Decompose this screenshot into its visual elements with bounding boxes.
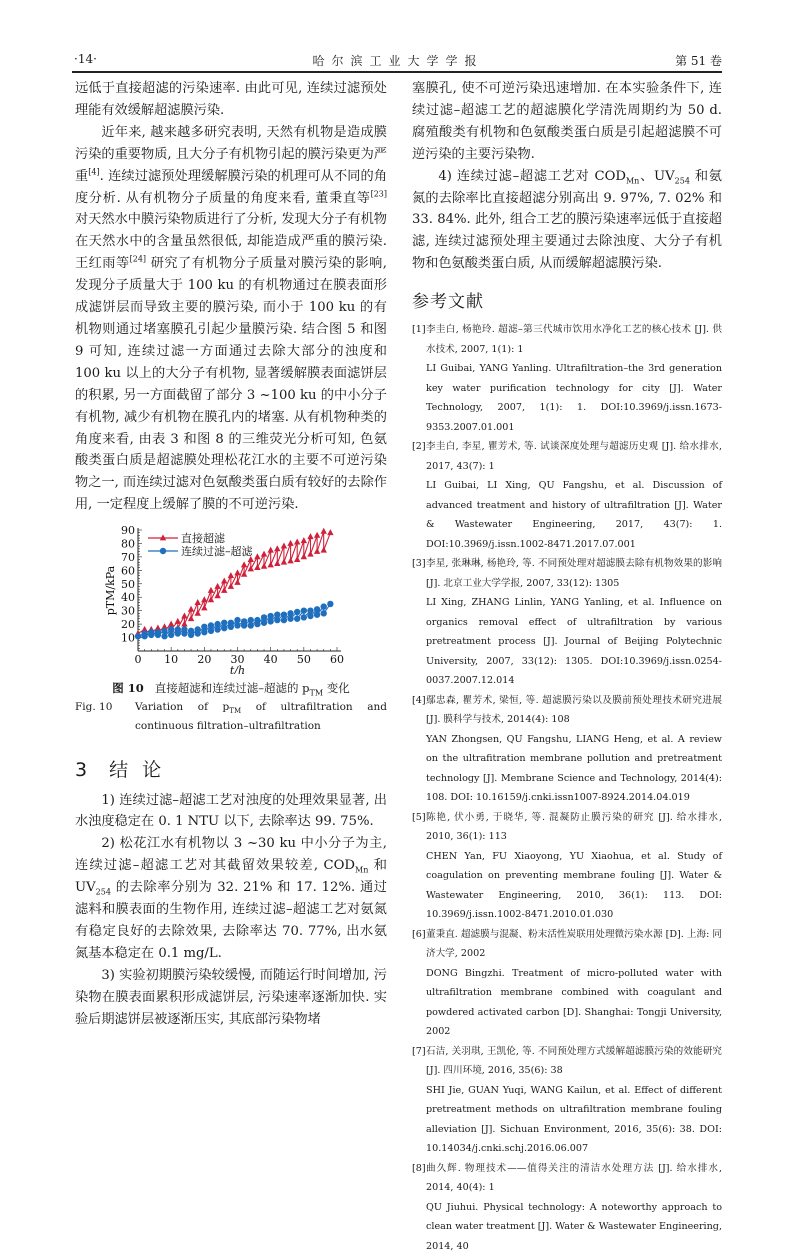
y-tick-label: 70 bbox=[121, 551, 135, 565]
reference-cn: 李圭白, 李星, 瞿芳术, 等. 试谈深度处理与超滤历史观 [J]. 给水排水, 2017, 43(7): 1 bbox=[426, 441, 722, 472]
reference-number: [6] bbox=[412, 928, 426, 940]
data-point bbox=[327, 529, 333, 535]
data-point bbox=[281, 543, 287, 549]
data-point bbox=[208, 628, 214, 634]
caption-subscript: TM bbox=[309, 688, 324, 698]
reference-en: LI Guibai, LI Xing, QU Fangshu, et al. Discussion of advanced treatment and history of ultrafiltration [J]. Water & Wastewater Engineering, 2017, 43(7): 1. DOI:10.3969/j.issn.1002-8471.2017.07.001 bbox=[426, 480, 722, 550]
data-point bbox=[287, 557, 293, 563]
data-point bbox=[254, 553, 260, 559]
reference-number: [5] bbox=[412, 811, 426, 823]
x-tick-label: 10 bbox=[164, 653, 179, 667]
conclusion-4 bbox=[412, 166, 722, 276]
reference-item bbox=[412, 691, 722, 808]
reference-item bbox=[412, 437, 722, 554]
text-span: 对天然水中膜污染物质进行了分析, 发现大分子有机物在天然水中的含量虽然很低, 却能造成严重的膜污染. 王红雨等 bbox=[75, 212, 387, 272]
citation-link[interactable]: [24] bbox=[129, 254, 147, 264]
citation-link[interactable]: [23] bbox=[370, 189, 387, 199]
data-point bbox=[267, 618, 273, 624]
reference-item bbox=[412, 554, 722, 691]
y-tick-label: 30 bbox=[121, 604, 135, 618]
subscript: 254 bbox=[674, 176, 690, 186]
data-point bbox=[234, 570, 240, 576]
data-point bbox=[195, 599, 201, 605]
paragraph bbox=[75, 122, 387, 516]
text-span: 和 UV bbox=[75, 858, 387, 896]
data-point bbox=[148, 632, 154, 638]
data-point bbox=[228, 583, 234, 589]
caption-text: 直接超滤和连续过滤–超滤的 p bbox=[154, 681, 310, 696]
data-point bbox=[214, 592, 220, 598]
data-point bbox=[254, 621, 260, 627]
data-point bbox=[228, 572, 234, 578]
data-point bbox=[261, 620, 267, 626]
x-tick-label: 30 bbox=[230, 653, 245, 667]
reference-item bbox=[412, 925, 722, 1042]
data-point bbox=[287, 540, 293, 546]
data-point bbox=[175, 630, 181, 636]
data-point bbox=[248, 622, 254, 628]
figure-caption-cn bbox=[75, 680, 387, 697]
reference-item bbox=[412, 1042, 722, 1159]
y-tick-label: 40 bbox=[121, 591, 135, 605]
data-point bbox=[155, 632, 161, 638]
data-point bbox=[321, 547, 327, 553]
subscript: Mn bbox=[355, 865, 369, 875]
running-header bbox=[74, 52, 722, 70]
text-span: 研究了有机物分子质量对膜污染的影响, 发现分子质量大于 100 ku 的有机物通过在膜表面形成滤饼层而导致主要的膜污染, 而小于 100 ku 的有机物则通过堵塞膜孔引起少量膜污染. 结合图 5 和图 9 可知, 连续过滤一方面通过去除大部分的浊度和 100 ku 以上的大分子有机物, 显著缓解膜表面滤饼层的积累, 另一方面截留了部分 3 ~100 ku 的中小分子有机物, 减少有机物在膜孔内的堵塞. 从有机物种类的角度来看, 由表 3 和图 8 的三维荧光分析可知, 色氨酸类蛋白质是超滤膜处理松花江水的主要不可逆污染物之一, 而连续过滤对色氨酸类蛋白质有较好的去除作用, 一定程度上缓解了膜的不可逆污染. bbox=[75, 256, 388, 513]
figure-caption-en bbox=[75, 700, 387, 732]
reference-en: CHEN Yan, FU Xiaoyong, YU Xiaohua, et al. Study of coagulation on preventing membrane fouling [J]. Water & Wastewater Engineering, 2010, 36(1): 113. DOI: 10.3969/j.issn.1002-8471.2010.01.030 bbox=[426, 850, 722, 921]
reference-list bbox=[412, 320, 722, 1256]
reference-number: [8] bbox=[412, 1162, 426, 1174]
y-tick-label: 80 bbox=[121, 537, 135, 551]
reference-en: QU Jiuhui. Physical technology: A noteworthy approach to clean water treatment [J]. Water & Wastewater Engineering, 2014, 40 bbox=[426, 1201, 722, 1252]
reference-number: [2] bbox=[412, 441, 426, 453]
reference-number: [1] bbox=[412, 324, 426, 336]
text-span: 4) 连续过滤–超滤工艺对 COD bbox=[438, 168, 626, 184]
section-number: 3 bbox=[75, 758, 92, 781]
y-axis-label: pTM/kPa bbox=[104, 565, 117, 616]
conclusion-1: 1) 连续过滤–超滤工艺对浊度的处理效果显著, 出水浊度稳定在 0. 1 NTU 以下, 去除率达 99. 75%. bbox=[75, 792, 387, 830]
reference-cn: 鄢忠森, 瞿芳术, 梁恒, 等. 超滤膜污染以及膜前预处理技术研究进展 [J]. 膜科学与技术, 2014(4): 108 bbox=[426, 694, 722, 726]
data-point bbox=[234, 579, 240, 585]
data-point bbox=[168, 632, 174, 638]
text-span: 近年来, 越来越多研究表明, 天然有机物是造成膜污染的重要物质, 且大分子有机物引起的膜污染更为严重 bbox=[75, 124, 387, 184]
x-tick-label: 0 bbox=[134, 653, 142, 667]
reference-en: YAN Zhongsen, QU Fangshu, LIANG Heng, et al. A review on the ultrafitration membrane pollution and pretreatment technology [J]. Membrane Science and Technology, 2014(4): 108. DOI: 10.16159/j.cnki.issn1007-8924.2014.04.019 bbox=[426, 733, 722, 804]
section-title: 结 论 bbox=[109, 758, 166, 781]
text-span: . 连续过滤预处理缓解膜污染的机理可从不同的角度分析. 从有机物分子质量的角度来看, 董秉直等 bbox=[75, 168, 388, 206]
data-point bbox=[321, 604, 327, 610]
data-point bbox=[301, 553, 307, 559]
data-point bbox=[214, 583, 220, 589]
reference-en: SHI Jie, GUAN Yuqi, WANG Kailun, et al. Effect of different pretreatment methods on ultrafiltration membrane fouling alleviation [J]. Sichuan Environment, 2016, 35(6): 38. DOI: 10.14034/j.cnki.schj.2016.06.007 bbox=[426, 1084, 722, 1155]
reference-en: LI Guibai, YANG Yanling. Ultrafiltration–the 3rd generation key water purification technology for city [J]. Water Technology, 2007, 1(1): 1. DOI:10.3969/j.issn.1673-9353.2007.01.001 bbox=[426, 363, 722, 433]
data-point bbox=[301, 608, 307, 614]
caption-subscript: TM bbox=[229, 707, 242, 716]
y-tick-label: 50 bbox=[121, 577, 135, 591]
data-point bbox=[327, 601, 333, 607]
data-point bbox=[208, 587, 214, 593]
text-span: 的去除率分别为 32. 21% 和 17. 12%. 通过滤料和膜表面的生物作用, 连续过滤–超滤工艺对氨氮有稳定良好的去除效果, 去除率达 70. 77%, 出水氨氮基本稳定在 0.1 mg/L. bbox=[75, 880, 387, 961]
reference-cn: 曲久辉. 物理技术——值得关注的清洁水处理方法 [J]. 给水排水, 2014, 40(4): 1 bbox=[426, 1162, 722, 1194]
text-span: 2) 松花江水有机物以 3 ~30 ku 中小分子为主, 连续过滤–超滤工艺对其截留效果较差, COD bbox=[75, 836, 387, 874]
figure-label-en: Fig. 10 bbox=[75, 701, 113, 714]
reference-en: LI Xing, ZHANG Linlin, YANG Yanling, et al. Influence on organics removal effect of ultrafiltration by various pretreatment process [J]. Journal of Beijing Polytechnic University, 2007, 33(12): 1305. DOI:10.3969/j.issn.0254-0037.2007.12.014 bbox=[426, 597, 722, 687]
data-point bbox=[307, 533, 313, 539]
data-point bbox=[241, 622, 247, 628]
references-heading: 参考文献 bbox=[412, 292, 484, 313]
data-point bbox=[281, 559, 287, 565]
reference-cn: 李圭白, 杨艳玲. 超滤–第三代城市饮用水净化工艺的核心技术 [J]. 供水技术, 2007, 1(1): 1 bbox=[426, 324, 722, 355]
data-point bbox=[181, 613, 187, 619]
text-span: 、UV bbox=[639, 168, 675, 184]
data-point bbox=[214, 626, 220, 632]
x-tick-label: 20 bbox=[197, 653, 212, 667]
figure-label: 图 10 bbox=[112, 681, 144, 696]
data-point bbox=[248, 566, 254, 572]
data-point bbox=[281, 617, 287, 623]
data-point bbox=[241, 561, 247, 567]
line-chart bbox=[75, 524, 387, 674]
data-point bbox=[135, 633, 141, 639]
text-span: of ultrafiltration and continuous filtration–ultrafiltration bbox=[135, 701, 387, 732]
data-point bbox=[267, 561, 273, 567]
legend-label: 连续过滤–超滤 bbox=[181, 545, 253, 559]
data-point bbox=[274, 617, 280, 623]
data-point bbox=[287, 616, 293, 622]
data-point bbox=[261, 563, 267, 569]
data-point bbox=[201, 596, 207, 602]
reference-number: [7] bbox=[412, 1045, 426, 1057]
data-point bbox=[307, 613, 313, 619]
data-point bbox=[175, 618, 181, 624]
data-point bbox=[274, 545, 280, 551]
reference-number: [3] bbox=[412, 558, 426, 570]
data-point bbox=[294, 609, 300, 615]
figure-10-chart bbox=[75, 524, 387, 674]
reference-en: DONG Bingzhi. Treatment of micro-polluted water with ultrafiltration membrane combined with coagulant and powdered activated carbon [D]. Shanghai: Tongji University, 2002 bbox=[426, 967, 722, 1038]
data-point bbox=[181, 630, 187, 636]
data-point bbox=[307, 551, 313, 557]
data-point bbox=[141, 633, 147, 639]
data-point bbox=[274, 560, 280, 566]
subscript: 254 bbox=[95, 887, 111, 897]
y-tick-label: 10 bbox=[121, 631, 135, 645]
data-point bbox=[221, 625, 227, 631]
caption-text: 变化 bbox=[323, 681, 350, 696]
left-column bbox=[75, 78, 387, 1030]
data-point bbox=[228, 624, 234, 630]
page-number: ·14· bbox=[74, 52, 97, 66]
text-span: Variation of p bbox=[135, 701, 230, 714]
data-point bbox=[188, 615, 194, 621]
data-point bbox=[168, 621, 174, 627]
y-tick-label: 20 bbox=[121, 618, 135, 632]
caption-text-en bbox=[135, 700, 387, 732]
data-point bbox=[267, 547, 273, 553]
data-point bbox=[201, 629, 207, 635]
data-point bbox=[321, 610, 327, 616]
legend-label: 直接超滤 bbox=[181, 532, 225, 546]
x-tick-label: 40 bbox=[263, 653, 278, 667]
volume-label: 第 51 卷 bbox=[675, 54, 722, 68]
y-tick-label: 60 bbox=[121, 564, 135, 578]
data-point bbox=[254, 564, 260, 570]
reference-cn: 李星, 张琳琳, 杨艳玲, 等. 不同预处理对超滤膜去除有机物效果的影响 [J]. 北京工业大学学报, 2007, 33(12): 1305 bbox=[426, 558, 722, 589]
right-column bbox=[412, 78, 722, 1256]
legend-marker bbox=[160, 548, 166, 554]
data-point bbox=[188, 606, 194, 612]
data-point bbox=[294, 556, 300, 562]
subscript: Mn bbox=[625, 176, 640, 186]
paragraph: 远低于直接超滤的污染速率. 由此可见, 连续过滤预处理能有效缓解超滤膜污染. bbox=[75, 81, 387, 118]
data-point bbox=[314, 612, 320, 618]
data-point bbox=[301, 614, 307, 620]
data-point bbox=[221, 578, 227, 584]
data-point bbox=[261, 551, 267, 557]
data-point bbox=[195, 610, 201, 616]
reference-number: [4] bbox=[412, 694, 426, 706]
header-rule bbox=[72, 71, 722, 73]
data-point bbox=[294, 539, 300, 545]
reference-item bbox=[412, 1159, 722, 1256]
data-point bbox=[195, 630, 201, 636]
paragraph: 塞膜孔, 使不可逆污染迅速增加. 在本实验条件下, 连续过滤–超滤工艺的超滤膜化学清洗周期约为 50 d. 腐殖酸类有机物和色氨酸类蛋白质是引起超滤膜不可逆污染的主要污染物. bbox=[412, 81, 722, 162]
data-point bbox=[301, 537, 307, 543]
data-point bbox=[161, 633, 167, 639]
data-point bbox=[181, 621, 187, 627]
x-axis-label: t/h bbox=[229, 664, 246, 675]
data-point bbox=[234, 622, 240, 628]
conclusion-3: 3) 实验初期膜污染较缓慢, 而随运行时间增加, 污染物在膜表面累积形成滤饼层, 污染速率逐渐加快. 实验后期滤饼层被逐渐压实, 其底部污染物堵 bbox=[75, 967, 387, 1027]
data-point bbox=[294, 616, 300, 622]
reference-cn: 石洁, 关羽琪, 王凯伦, 等. 不同预处理方式缓解超滤膜污染的效能研究 [J]. 四川环境, 2016, 35(6): 38 bbox=[426, 1045, 722, 1077]
reference-cn: 董秉直. 超滤膜与混凝、粉末活性炭联用处理微污染水源 [D]. 上海: 同济大学, 2002 bbox=[426, 928, 722, 960]
reference-item bbox=[412, 320, 722, 437]
y-tick-label: 90 bbox=[121, 524, 135, 538]
data-point bbox=[221, 587, 227, 593]
data-point bbox=[314, 548, 320, 554]
reference-cn: 陈艳, 伏小勇, 于晓华, 等. 混凝防止膜污染的研究 [J]. 给水排水, 2010, 36(1): 113 bbox=[426, 811, 722, 843]
section-heading bbox=[75, 755, 387, 782]
text-span: 和氨氮的去除率比直接超滤分别高出 9. 97%, 7. 02% 和 33. 84%. 此外, 组合工艺的膜污染速率远低于直接超滤, 连续过滤预处理主要通过去除浊度、大分子有机物和色氨酸类蛋白质, 从而缓解超滤膜污染. bbox=[412, 168, 722, 272]
conclusion-2 bbox=[75, 833, 387, 964]
citation-link[interactable]: [4] bbox=[88, 167, 100, 177]
x-tick-label: 60 bbox=[330, 653, 344, 667]
data-point bbox=[321, 528, 327, 534]
journal-name: 哈尔滨工业大学学报 bbox=[312, 54, 484, 68]
data-point bbox=[314, 532, 320, 538]
x-tick-label: 50 bbox=[296, 653, 311, 667]
data-point bbox=[188, 632, 194, 638]
reference-item bbox=[412, 808, 722, 925]
